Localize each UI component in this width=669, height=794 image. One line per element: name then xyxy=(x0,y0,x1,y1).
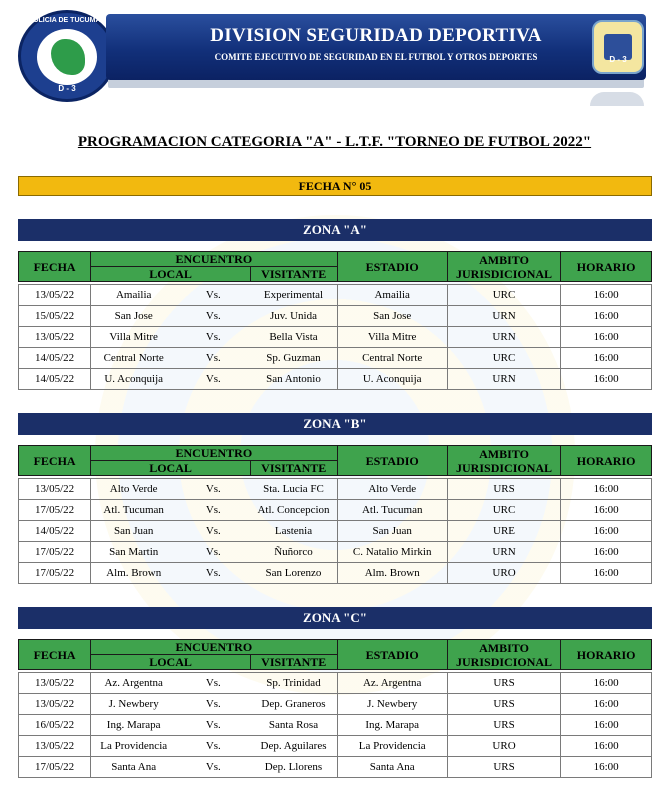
visiting-team: San Antonio xyxy=(250,369,337,390)
match-row xyxy=(19,369,652,390)
match-date: 13/05/22 xyxy=(19,736,91,757)
match-date: 14/05/22 xyxy=(19,369,91,390)
police-logo xyxy=(18,10,116,102)
versus-label: Vs. xyxy=(176,500,250,521)
local-team: U. Aconquija xyxy=(91,369,177,390)
fecha-bar: FECHA N° 05 xyxy=(18,176,652,196)
stadium: Santa Ana xyxy=(337,757,447,778)
jurisdiction: URN xyxy=(447,327,560,348)
page-title: PROGRAMACION CATEGORIA "A" - L.T.F. "TORNEO DE FUTBOL 2022" xyxy=(77,134,592,150)
local-team: Az. Argentna xyxy=(91,673,177,694)
zona-a-title: ZONA "A" xyxy=(18,219,652,241)
jurisdiction: URS xyxy=(447,715,560,736)
visiting-team: Lastenia xyxy=(250,521,337,542)
jurisdiction: URN xyxy=(447,542,560,563)
col-visitante-header: VISITANTE xyxy=(250,655,337,670)
match-date: 17/05/22 xyxy=(19,563,91,584)
local-team: Villa Mitre xyxy=(91,327,177,348)
match-row xyxy=(19,563,652,584)
jurisdiction: URC xyxy=(447,348,560,369)
col-ambito-header: AMBITO JURISDICIONAL xyxy=(447,640,560,670)
versus-label: Vs. xyxy=(176,327,250,348)
division-title: DIVISION SEGURIDAD DEPORTIVA xyxy=(210,25,542,46)
versus-label: Vs. xyxy=(176,757,250,778)
kickoff-time: 16:00 xyxy=(561,521,652,542)
kickoff-time: 16:00 xyxy=(561,715,652,736)
visiting-team: Experimental xyxy=(250,285,337,306)
match-date: 13/05/22 xyxy=(19,673,91,694)
stadium: San Jose xyxy=(337,306,447,327)
versus-label: Vs. xyxy=(176,542,250,563)
versus-label: Vs. xyxy=(176,479,250,500)
zona-b-table xyxy=(18,445,652,584)
jurisdiction: URN xyxy=(447,369,560,390)
visiting-team: Sp. Trinidad xyxy=(250,673,337,694)
jurisdiction: URS xyxy=(447,479,560,500)
jurisdiction: URS xyxy=(447,694,560,715)
match-date: 17/05/22 xyxy=(19,500,91,521)
match-row xyxy=(19,306,652,327)
kickoff-time: 16:00 xyxy=(561,500,652,521)
local-team: San Juan xyxy=(91,521,177,542)
jurisdiction: URC xyxy=(447,500,560,521)
match-row xyxy=(19,285,652,306)
kickoff-time: 16:00 xyxy=(561,285,652,306)
col-local-header: LOCAL xyxy=(91,267,251,282)
visiting-team: Bella Vista xyxy=(250,327,337,348)
local-team: San Jose xyxy=(91,306,177,327)
visiting-team: Dep. Llorens xyxy=(250,757,337,778)
col-local-header: LOCAL xyxy=(91,655,251,670)
kickoff-time: 16:00 xyxy=(561,673,652,694)
logo-ring-text: POLICIA DE TUCUMAN xyxy=(28,17,106,24)
versus-label: Vs. xyxy=(176,285,250,306)
versus-label: Vs. xyxy=(176,673,250,694)
kickoff-time: 16:00 xyxy=(561,694,652,715)
col-estadio-header: ESTADIO xyxy=(337,252,447,282)
match-date: 14/05/22 xyxy=(19,521,91,542)
local-team: Ing. Marapa xyxy=(91,715,177,736)
jurisdiction: URS xyxy=(447,757,560,778)
stadium: Villa Mitre xyxy=(337,327,447,348)
match-date: 13/05/22 xyxy=(19,479,91,500)
zona-a-table xyxy=(18,251,652,390)
stadium: San Juan xyxy=(337,521,447,542)
local-team: Alto Verde xyxy=(91,479,177,500)
visiting-team: Sta. Lucia FC xyxy=(250,479,337,500)
zona-b-title: ZONA "B" xyxy=(18,413,652,435)
visiting-team: Atl. Concepcion xyxy=(250,500,337,521)
visiting-team: Ñuñorco xyxy=(250,542,337,563)
versus-label: Vs. xyxy=(176,348,250,369)
match-date: 13/05/22 xyxy=(19,285,91,306)
match-date: 14/05/22 xyxy=(19,348,91,369)
division-subtitle: COMITE EJECUTIVO DE SEGURIDAD EN EL FUTBOL Y OTROS DEPORTES xyxy=(214,52,538,62)
col-fecha-header: FECHA xyxy=(19,252,91,282)
col-estadio-header: ESTADIO xyxy=(337,640,447,670)
match-row xyxy=(19,500,652,521)
stadium: Az. Argentna xyxy=(337,673,447,694)
match-date: 13/05/22 xyxy=(19,327,91,348)
stadium: Ing. Marapa xyxy=(337,715,447,736)
local-team: Central Norte xyxy=(91,348,177,369)
match-date: 16/05/22 xyxy=(19,715,91,736)
d3-badge-logo xyxy=(592,20,644,74)
logo-unit-text: D - 3 xyxy=(58,84,76,93)
col-fecha-header: FECHA xyxy=(19,446,91,476)
versus-label: Vs. xyxy=(176,694,250,715)
versus-label: Vs. xyxy=(176,715,250,736)
d3-badge-label: D - 3 xyxy=(609,55,627,64)
kickoff-time: 16:00 xyxy=(561,348,652,369)
stadium: Central Norte xyxy=(337,348,447,369)
col-local-header: LOCAL xyxy=(91,461,251,476)
match-row xyxy=(19,542,652,563)
visiting-team: San Lorenzo xyxy=(250,563,337,584)
visiting-team: Sp. Guzman xyxy=(250,348,337,369)
stadium: C. Natalio Mirkin xyxy=(337,542,447,563)
kickoff-time: 16:00 xyxy=(561,479,652,500)
stadium: La Providencia xyxy=(337,736,447,757)
jurisdiction: URN xyxy=(447,306,560,327)
col-estadio-header: ESTADIO xyxy=(337,446,447,476)
col-encuentro-header: ENCUENTRO xyxy=(91,640,337,655)
jurisdiction: URS xyxy=(447,673,560,694)
jurisdiction: URO xyxy=(447,736,560,757)
stadium: J. Newbery xyxy=(337,694,447,715)
versus-label: Vs. xyxy=(176,563,250,584)
match-row xyxy=(19,757,652,778)
kickoff-time: 16:00 xyxy=(561,736,652,757)
header-banner xyxy=(106,14,646,80)
local-team: La Providencia xyxy=(91,736,177,757)
match-row xyxy=(19,348,652,369)
col-horario-header: HORARIO xyxy=(561,446,652,476)
kickoff-time: 16:00 xyxy=(561,542,652,563)
local-team: Alm. Brown xyxy=(91,563,177,584)
match-row xyxy=(19,736,652,757)
kickoff-time: 16:00 xyxy=(561,327,652,348)
match-row xyxy=(19,327,652,348)
jurisdiction: URO xyxy=(447,563,560,584)
versus-label: Vs. xyxy=(176,736,250,757)
zona-c-title: ZONA "C" xyxy=(18,607,652,629)
match-date: 17/05/22 xyxy=(19,757,91,778)
col-encuentro-header: ENCUENTRO xyxy=(91,446,337,461)
col-ambito-header: AMBITO JURISDICIONAL xyxy=(447,446,560,476)
visiting-team: Dep. Graneros xyxy=(250,694,337,715)
stadium: Amailia xyxy=(337,285,447,306)
versus-label: Vs. xyxy=(176,369,250,390)
stadium: U. Aconquija xyxy=(337,369,447,390)
match-row xyxy=(19,673,652,694)
versus-label: Vs. xyxy=(176,521,250,542)
col-horario-header: HORARIO xyxy=(561,640,652,670)
kickoff-time: 16:00 xyxy=(561,563,652,584)
kickoff-time: 16:00 xyxy=(561,757,652,778)
page-header xyxy=(18,8,648,103)
match-date: 13/05/22 xyxy=(19,694,91,715)
col-encuentro-header: ENCUENTRO xyxy=(91,252,337,267)
col-visitante-header: VISITANTE xyxy=(250,461,337,476)
match-date: 17/05/22 xyxy=(19,542,91,563)
jurisdiction: URE xyxy=(447,521,560,542)
versus-label: Vs. xyxy=(176,306,250,327)
kickoff-time: 16:00 xyxy=(561,306,652,327)
visiting-team: Juv. Unida xyxy=(250,306,337,327)
local-team: San Martin xyxy=(91,542,177,563)
visiting-team: Dep. Aguilares xyxy=(250,736,337,757)
stadium: Atl. Tucuman xyxy=(337,500,447,521)
col-visitante-header: VISITANTE xyxy=(250,267,337,282)
stadium: Alm. Brown xyxy=(337,563,447,584)
match-date: 15/05/22 xyxy=(19,306,91,327)
stadium: Alto Verde xyxy=(337,479,447,500)
col-ambito-header: AMBITO JURISDICIONAL xyxy=(447,252,560,282)
local-team: Atl. Tucuman xyxy=(91,500,177,521)
match-row xyxy=(19,715,652,736)
dome-decoration xyxy=(590,92,644,106)
zona-c-table xyxy=(18,639,652,778)
col-fecha-header: FECHA xyxy=(19,640,91,670)
match-row xyxy=(19,694,652,715)
local-team: Amailia xyxy=(91,285,177,306)
jurisdiction: URC xyxy=(447,285,560,306)
match-row xyxy=(19,479,652,500)
kickoff-time: 16:00 xyxy=(561,369,652,390)
col-horario-header: HORARIO xyxy=(561,252,652,282)
visiting-team: Santa Rosa xyxy=(250,715,337,736)
match-row xyxy=(19,521,652,542)
local-team: J. Newbery xyxy=(91,694,177,715)
local-team: Santa Ana xyxy=(91,757,177,778)
